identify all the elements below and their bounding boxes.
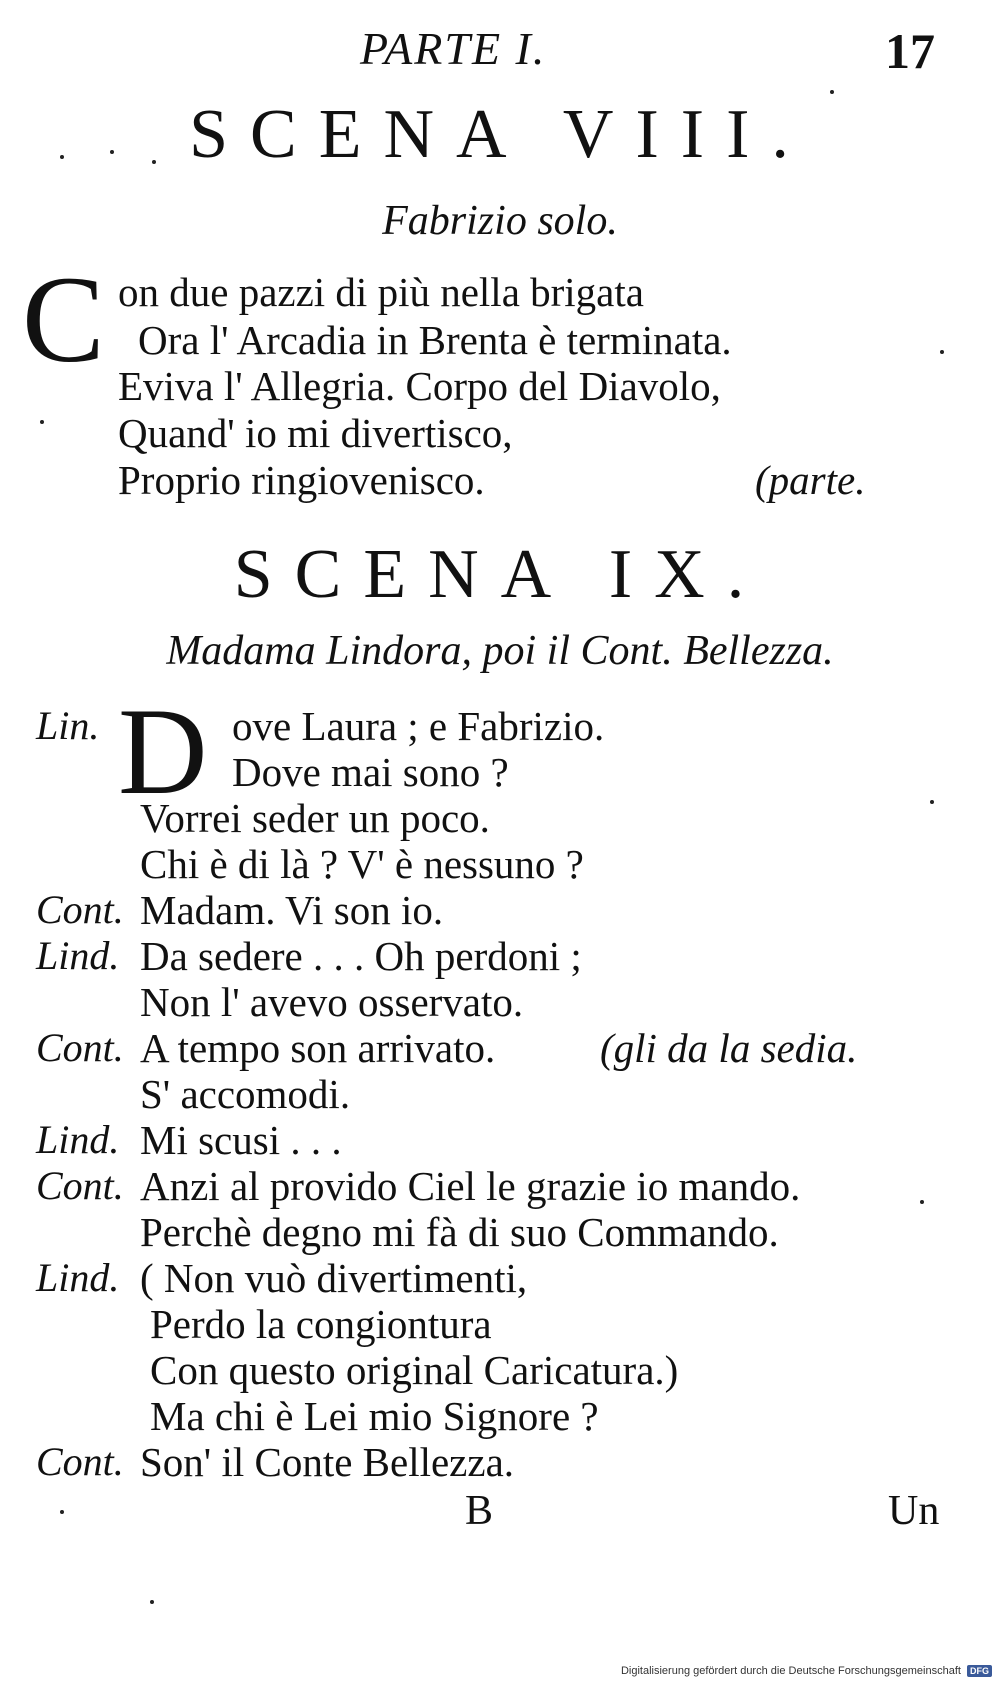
page-number: 17 [885, 23, 935, 79]
speech-line: Dove mai sono ? [232, 749, 509, 795]
speech-line: Da sedere . . . Oh perdoni ; [140, 933, 582, 979]
speech-line: Con questo original Caricatura.) [150, 1347, 679, 1393]
speech-line: Perchè degno mi fà di suo Commando. [140, 1209, 779, 1255]
speaker-label: Lind. [36, 1117, 120, 1162]
speaker-label: Lind. [36, 1255, 120, 1300]
catchword: Un [888, 1488, 940, 1534]
print-speck [60, 1510, 64, 1514]
scene-8-subheading: Fabrizio solo. [382, 198, 618, 244]
verse-line: Quand' io mi divertisco, [118, 410, 513, 456]
speech-line: Non l' avevo osservato. [140, 979, 524, 1025]
credit-text: Digitalisierung gefördert durch die Deutsche Forschungsgemeinschaft [620, 1665, 961, 1677]
speech-line: Madam. Vi son io. [140, 887, 444, 933]
print-speck [940, 350, 944, 354]
scene-9-dropcap: D [118, 683, 208, 820]
verse-line: Ora l' Arcadia in Brenta è terminata. [138, 317, 732, 363]
speech-line: Anzi al provido Ciel le grazie io mando. [140, 1163, 801, 1209]
stage-direction: (parte. [755, 457, 866, 503]
verse-line: on due pazzi di più nella brigata [118, 269, 644, 315]
speaker-label: Cont. [36, 1025, 124, 1070]
print-speck [60, 155, 64, 159]
verse-line: Proprio ringiovenisco. [118, 457, 485, 503]
scene-8-heading: SCENA VIII. [189, 96, 811, 173]
speaker-label: Lind. [36, 933, 120, 978]
running-head [0, 22, 1000, 82]
print-speck [110, 150, 114, 154]
digitization-credit [621, 1665, 992, 1677]
running-title: PARTE I. [360, 23, 547, 74]
print-speck [152, 160, 156, 164]
speech-line: ( Non vuò divertimenti, [140, 1255, 528, 1301]
speech-line: Ma chi è Lei mio Signore ? [150, 1393, 599, 1439]
speaker-label: Cont. [36, 1439, 124, 1484]
speaker-label: Lin. [36, 703, 100, 748]
speaker-label: Cont. [36, 887, 124, 932]
speech-line: Mi scusi . . . [140, 1117, 342, 1163]
print-speck [40, 420, 44, 424]
speech-line: Chi è di là ? V' è nessuno ? [140, 841, 584, 887]
print-speck [150, 1600, 154, 1604]
scene-9-heading: SCENA IX. [233, 536, 767, 613]
speech-line: Vorrei seder un poco. [140, 795, 490, 841]
signature-mark: B [465, 1488, 494, 1534]
verse-line: Eviva l' Allegria. Corpo del Diavolo, [118, 363, 721, 409]
print-speck [930, 800, 934, 804]
dfg-logo: DFG [967, 1665, 992, 1677]
stage-direction: (gli da la sedia. [600, 1025, 858, 1071]
speech-line: Son' il Conte Bellezza. [140, 1439, 515, 1485]
speech-line: Perdo la congiontura [150, 1301, 492, 1347]
speech-line: A tempo son arrivato. [140, 1025, 496, 1071]
scene-8-dropcap: C [22, 251, 105, 388]
speech-line: S' accomodi. [140, 1071, 351, 1117]
scene-9-subheading: Madama Lindora, poi il Cont. Bellezza. [166, 628, 834, 674]
speech-line: ove Laura ; e Fabrizio. [232, 703, 605, 749]
speaker-label: Cont. [36, 1163, 124, 1208]
print-speck [920, 1200, 924, 1204]
print-speck [830, 90, 834, 94]
